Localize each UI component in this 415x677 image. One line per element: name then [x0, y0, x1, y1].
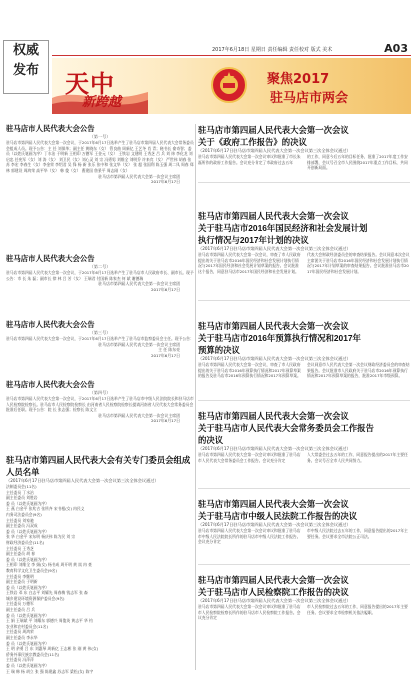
announcement-officer: 主 任 陈东亮	[158, 347, 180, 353]
resolution-court-report	[198, 498, 410, 545]
roster-line: 王相印 刘维全 李 娟(女) 杨书成 周开明 黄 岚 冉 豪	[6, 562, 92, 568]
resolution-body-col-b: 市中级人民法院过去五年的工作，同意报告提出的2017年主要任务。会议要求全市法院公正司法。	[307, 528, 408, 539]
resolution-body	[198, 452, 410, 463]
resolution-standing-committee	[198, 410, 410, 463]
roster-line: 委 员（以姓氏笔画为序）	[6, 612, 49, 618]
banner-heading-line2: 驻马店市两会	[270, 91, 349, 106]
roster-line: 主任委员 周鸿荣	[6, 629, 34, 635]
column-divider	[195, 124, 196, 670]
roster-line: 主任委员 刘家驰	[6, 517, 34, 523]
resolution-body	[198, 154, 410, 171]
page-code: A03	[384, 42, 408, 55]
resolution-date: （2017年6月17日驻马店市第四届人民代表大会第一次会议第三次全体会议通过）	[198, 246, 351, 251]
resolution-date: （2017年6月17日驻马店市第四届人民代表大会第一次会议第三次全体会议通过）	[198, 522, 351, 527]
roster-line: 王 瑞 韩 杨 胡立 张 强 陈建鑫 苏志军 梁松(女) 陈宇	[6, 668, 94, 674]
resolution-body-col-a: 驻马店市第四届人民代表大会第一次会议审议和批准了市长朱磊所作的政府工作报告。会议充分肯定了市政府过去五年	[198, 154, 301, 165]
resolution-date: （2017年6月17日驻马店市第四届人民代表大会第一次会议第三次全体会议通过）	[198, 356, 351, 361]
resolution-body-col-b: 的工作，同意今后五年的目标任务，批准了2017年度工作安排部署，会议号召全市人民围绕2017年重点工作目标，共同开创新局面。	[307, 154, 408, 171]
roster-line: 张 华 白金平 宋东明 杨庆伟 陈为民 刘 宗	[6, 534, 76, 540]
roster-line: 委 员（以姓氏笔画为序）	[6, 556, 49, 562]
announcement-title: 驻马店市人民代表大会公告	[6, 380, 95, 389]
resolution-title-line1: 驻马店市第四届人民代表大会第一次会议	[198, 499, 349, 509]
roster-line: 法制委员会(11名)	[6, 484, 37, 489]
roster-line: 委 员（以姓氏笔画为序）	[6, 640, 49, 646]
resolution-title-line1: 驻马店市第四届人民代表大会第一次会议	[198, 321, 349, 331]
roster-line: 主任委员 王秀芝	[6, 545, 34, 551]
section-divider	[198, 300, 410, 301]
announcement-signature: 驻马店市第四届人民代表大会第一次会议主席团	[98, 173, 180, 179]
roster-line: 城乡建设环境资源保护委员会(9名)	[6, 595, 65, 601]
roster-line: 侨务外事民族宗教委员会(11名)	[6, 651, 60, 657]
resolution-title-line1: 驻马店市第四届人民代表大会第一次会议	[198, 575, 349, 585]
announcement-body: 驻马店市第四届人民代表大会第一次会议，于2017年6月17日选举产生了驻马店市人民政府市长、副市长。现予公告：市 长 朱 磊；副市长 徐 林 吕 芳（女） 王瑞君 付国新 陈家杰 何 斌 谢德瑞	[6, 270, 194, 281]
column-label-line1: 权威	[12, 43, 39, 58]
announcement-2	[6, 254, 194, 292]
section-divider	[198, 564, 410, 565]
resolution-economic-plan	[198, 210, 410, 274]
resolution-title-line2: 关于驻马店市中级人民法院工作报告的决议	[198, 511, 358, 521]
roster-line: 副主任委员 刘胜岩	[6, 495, 38, 501]
roster-line: 王铁岩 邓 东 白志平 刘耀先 周春梅 钱志军 张 森	[6, 590, 88, 596]
column-label-line2: 发布	[12, 63, 39, 78]
roster-line: 委 员（以姓氏笔画为序）	[6, 528, 49, 534]
announcement-number: （第四号）	[89, 390, 111, 395]
resolution-body	[198, 528, 410, 545]
announcement-signature: 驻马店市第四届人民代表大会第一次会议主席团	[98, 412, 180, 418]
resolution-body	[198, 362, 410, 379]
announcement-date: 2017年6月17日	[151, 352, 180, 358]
announcement-body: 驻马店市第四届人民代表大会第一次会议，于2017年6月17日选举产生了驻马店市监察委员会主任。现予公告：	[6, 336, 194, 341]
roster-date: （2017年6月17日驻马店市第四届人民代表大会第一次会议第三次全体会议通过）	[6, 478, 159, 483]
resolution-title-line2: 关于《政府工作报告》的决议	[198, 137, 307, 147]
resolution-title-line2: 关于驻马店市2016年国民经济和社会发展计划	[198, 223, 368, 233]
resolution-body-col-b: 人大常委会过去五年的工作，同意报告提出的2017年主要任务。会议号召全市人民共同努力。	[307, 452, 408, 463]
committee-roster	[6, 454, 194, 674]
announcement-title: 驻马店市人民代表大会公告	[6, 320, 95, 329]
section-divider	[198, 488, 410, 489]
roster-line: 主任委员 李继明	[6, 573, 34, 579]
issue-meta: 2017年6月18日 星期日 责任编辑 责任校对 版式 美术	[212, 47, 333, 53]
resolution-body-col-b: 市人民检察院过去五年的工作，同意报告提出的2017年主要任务。会议要求全市检察机关依法履职。	[307, 604, 408, 615]
roster-line: 农业和农村委员会(11名)	[6, 623, 48, 629]
banner-title: 天中	[65, 69, 115, 98]
announcement-number: （第二号）	[89, 264, 111, 269]
announcement-signature: 驻马店市第四届人民代表大会第一次会议主席团	[98, 281, 180, 287]
announcement-date: 2017年6月17日	[151, 418, 180, 424]
resolution-title-line3: 执行情况与2017年计划的决议	[198, 235, 309, 245]
roster-line: 副主任委员 于明新	[6, 579, 38, 585]
roster-line: 王 燕 白金平 张兆吉 张所齐 宋书根(女) 冉民义	[6, 506, 85, 512]
resolution-body-col-b: 代表大会财政经济委员会的审查结果报告。会议同意本次会议主席团关于驻马店市2016年国民经济和社会发展计划执行情况与2017年计划草案的审查结果报告。会议批准驻马店市2017年国民经济和社会发展计划。	[307, 252, 410, 274]
resolution-body-col-a: 驻马店市第四届人民代表大会第一次会议，审查了市人民政府提出的关于驻马店市2016年国民经济和社会发展计划执行情况与2017年国民经济和社会发展计划草案的报告。会议批准这个报告，同意驻马店市2017年国民经济和社会发展计划。	[198, 252, 301, 274]
announcement-number: （第一号）	[89, 134, 111, 139]
resolution-body-col-a: 驻马店市第四届人民代表大会第一次会议审议和批准了驻马店市人民代表大会常务委员会工作报告。会议充分肯定	[198, 452, 301, 463]
roster-line: 主任委员 冯萍萍	[6, 657, 34, 663]
announcement-date: 2017年6月17日	[151, 179, 180, 185]
resolution-title-line1: 驻马店市第四届人民代表大会第一次会议	[198, 125, 349, 135]
national-emblem-icon	[210, 66, 248, 104]
banner-heading-line1: 聚焦2017	[267, 72, 330, 87]
announcement-date: 2017年6月17日	[151, 286, 180, 292]
resolution-date: （2017年6月17日驻马店市第四届人民代表大会第一次会议第三次全体会议通过）	[198, 148, 351, 153]
resolution-title-line3: 预算的决议	[198, 345, 240, 355]
roster-list	[6, 484, 194, 674]
resolution-body-col-a: 驻马店市第四届人民代表大会第一次会议审议和批准了驻马店市中级人民法院院长所作的驻马店市中级人民法院工作报告。会议充分肯定	[198, 528, 301, 545]
resolution-date: （2017年6月17日驻马店市第四届人民代表大会第一次会议第三次全体会议通过）	[198, 598, 351, 603]
resolution-title-line2: 关于驻马店市2016年预算执行情况和2017年	[198, 333, 361, 343]
announcement-3	[6, 320, 194, 358]
resolution-government-report	[198, 124, 410, 171]
masthead	[0, 0, 415, 118]
announcement-1	[6, 124, 194, 185]
roster-line: 委 员（以姓氏笔画为序）	[6, 663, 49, 668]
resolution-title-line3: 的决议	[198, 435, 224, 445]
roster-line: 王 明 余勇 吕 东 刘惠琴 周新亿 王志彬 张 刚 黄 伟(女)	[6, 646, 99, 652]
announcement-title: 驻马店市人民代表大会公告	[6, 254, 95, 263]
roster-line: 教育科学文化卫生委员会(9名)	[6, 567, 57, 573]
roster-line: 副主任委员 李永华	[6, 635, 38, 641]
header-rule	[52, 55, 411, 56]
announcement-signature: 驻马店市第四届人民代表大会第一次会议主席团	[98, 341, 180, 347]
roster-line: 主任委员 万德军	[6, 601, 34, 607]
resolution-title-line2: 关于驻马店市人民代表大会常务委员会工作报告	[198, 423, 374, 433]
roster-line: 委 员（以姓氏笔画为序）	[6, 500, 49, 506]
resolution-body-col-a: 驻马店市第四届人民代表大会第一次会议审议和批准了驻马店市人民检察院检察长所作的驻马店市人民检察院工作报告。会议充分肯定	[198, 604, 301, 621]
resolution-body	[198, 252, 410, 274]
resolution-title-line1: 驻马店市第四届人民代表大会第一次会议	[198, 211, 349, 221]
section-divider	[198, 400, 410, 401]
roster-line: 副主任委员 吕 兵	[6, 607, 35, 613]
roster-title: 驻马店市第四届人民代表大会有关专门委员会组成人员名单	[6, 455, 191, 477]
roster-line: 副主任委员 胡 春	[6, 551, 35, 557]
resolution-body	[198, 604, 410, 621]
resolution-date: （2017年6月17日驻马店市第四届人民代表大会第一次会议第三次全体会议通过）	[198, 446, 351, 451]
roster-line: 王 娟 王瑞斌 平 刘耀东 郭德兴 周俊英 黄志平 华 钧	[6, 618, 93, 624]
announcement-title: 驻马店市人民代表大会公告	[6, 124, 95, 133]
resolution-title-line1: 驻马店市第四届人民代表大会第一次会议	[198, 411, 349, 421]
roster-line: 内务司法委员会(9名)	[6, 511, 42, 517]
resolution-body-col-a: 驻马店市第四届人民代表大会第一次会议，审查了市人民政府提出的关于驻马店市2016年预算执行情况和2017年预算草案的报告及驻马店市2016年预算执行情况和2017年预算草案。	[198, 362, 301, 379]
resolution-body-col-b: 会议同意市人民代表大会第一次会议财政经济委员会的审查结果报告。会议批准市人民政府关于驻马店市2016年预算执行情况和2017年预算草案的报告，批准2017年市级预算。	[307, 362, 410, 379]
announcement-body: 驻马店市第四届人民代表大会第一次会议，于2017年6月17日选举产生了驻马店市中级人民法院院长和驻马店市人民检察院检察长。驻马店市人民检察院检察长 由河南省人民检察院检察长提请河南省人民代表大会常务委员会批准后任职。现予公告：院 长 张志强；检察长 陈文立	[6, 396, 194, 413]
roster-line: 委 员（以姓氏笔画为序）	[6, 584, 49, 590]
resolution-budget	[198, 320, 410, 379]
section-divider	[198, 182, 410, 183]
roster-line: 副主任委员 冯双成	[6, 523, 38, 529]
announcement-body: 驻马店市第四届人民代表大会第一次会议，于2017年6月17日选举产生了驻马店市第四届人民代表大会常务委员会组成人员。现予公告：主 任 刘保华；副主任 黄晓东（女） 管良曲 周新亿 王艺冬 肖 青；秘书长 俞奇智；委 员（以姓氏笔画为序）丁水治 于明新 王相印 万德军 王金元（女） 王铁岩 文建明 王秀芝 吕 兵 刘 炜 李化龙 刘启忠 任宪军（女）刘 涛（女） 刘卫民（女）刘心灵 刘 宗 冯勇男 刘维全 刘明乔 许来宾（女） 严世伟 胡春 张 苏 李宏 李春生（女）李金荣 李绍君 吴 锋 杨 新 张乐 张中和 张文华（女） 张 超 张国利 陈玉强 周二凤 周春 郑林 郭建设 周鸿荣 高平华（女） 韩 俊（女） 曹建国 詹景平 周志刚（女）	[6, 140, 194, 173]
two-sessions-banner	[52, 58, 411, 114]
banner-subtitle: 新跨越	[82, 95, 122, 110]
resolution-procuratorate-report	[198, 574, 410, 621]
announcement-number: （第三号）	[89, 330, 111, 335]
column-label	[3, 40, 49, 94]
roster-line: 主任委员 丁水治	[6, 489, 34, 495]
roster-line: 财政经济委员会(11名)	[6, 539, 45, 545]
resolution-title-line2: 关于驻马店市人民检察院工作报告的决议	[198, 587, 349, 597]
announcement-4	[6, 380, 194, 424]
